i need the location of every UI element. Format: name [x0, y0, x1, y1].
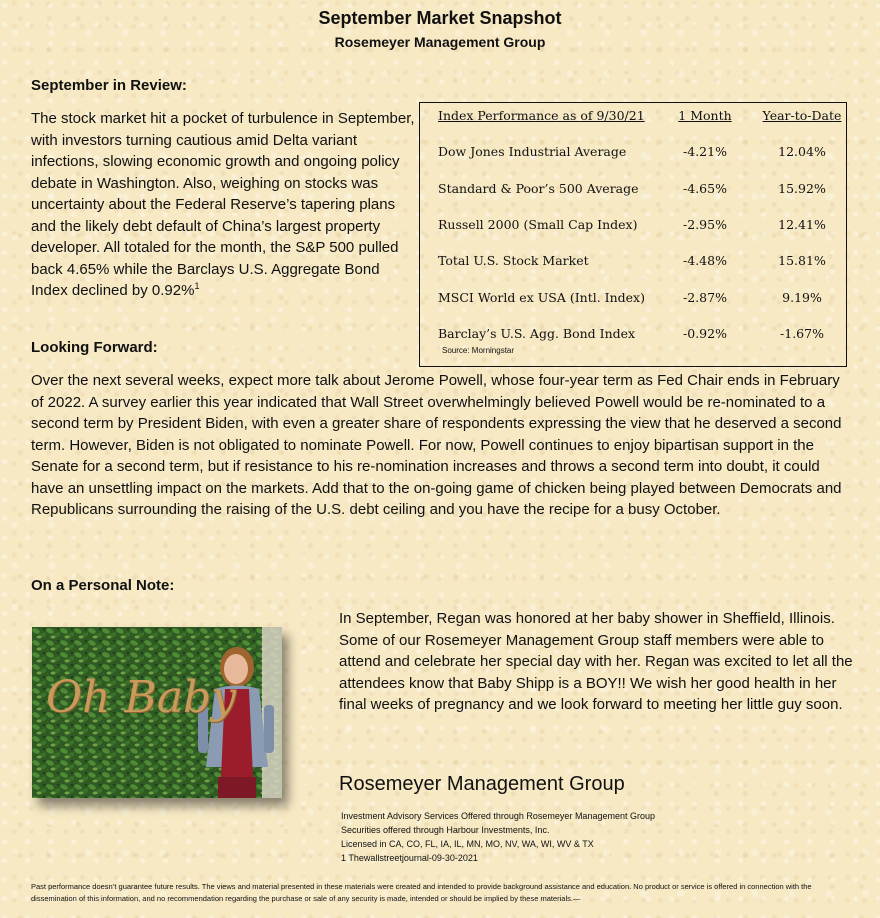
- personal-note-heading: On a Personal Note:: [31, 577, 175, 594]
- table-row: [420, 253, 846, 273]
- index-name: MSCI World ex USA (Intl. Index): [438, 290, 645, 305]
- table-row: [420, 290, 846, 310]
- index-month: -2.95%: [683, 217, 727, 232]
- index-month: -2.87%: [683, 290, 727, 305]
- looking-forward-heading: Looking Forward:: [31, 339, 158, 356]
- review-paragraph: [31, 108, 416, 302]
- index-name: Standard & Poor’s 500 Average: [438, 181, 639, 196]
- index-ytd: 15.92%: [778, 181, 826, 196]
- footnote-mark: 1: [194, 281, 200, 291]
- index-ytd: -1.67%: [780, 326, 824, 341]
- table-row: [420, 181, 846, 201]
- review-heading: September in Review:: [31, 77, 187, 94]
- page-title: September Market Snapshot: [318, 8, 562, 28]
- table-header-month: 1 Month: [678, 108, 732, 123]
- index-name: Total U.S. Stock Market: [438, 253, 589, 268]
- index-name: Russell 2000 (Small Cap Index): [438, 217, 638, 232]
- table-row: [420, 217, 846, 237]
- footer-line-licensed: Licensed in CA, CO, FL, IA, IL, MN, MO, NV, WA, WI, WV & TX: [341, 839, 594, 849]
- looking-forward-paragraph: Over the next several weeks, expect more talk about Jerome Powell, whose four-year term as Fed Chair ends in February of 2022. A survey earlier this year indicated that Wall Street overwhelmingly believed Powell would be re-nominated to a second term by President Biden, with even a greater share of respondents expressing the view that he deserved a second term. However, Biden is not obligated to nominate Powell. For now, Powell continues to enjoy bipartisan support in the Senate for a second term, but if resistance to his re-nomination increases and throws a second term into doubt, it could have an unsettling impact on the markets. Add that to the on-going game of chicken being played between Democrats and Republicans surrounding the raising of the U.S. debt ceiling and you have the recipe for a busy October.: [31, 372, 842, 518]
- index-ytd: 12.41%: [778, 217, 826, 232]
- index-ytd: 15.81%: [778, 253, 826, 268]
- index-name: Barclay’s U.S. Agg. Bond Index: [438, 326, 636, 341]
- review-text: The stock market hit a pocket of turbulence in September, with investors turning cautious amid Delta variant infections, slowing economic growth and ongoing policy debate in Washington. Also, weighing on stocks was uncertainty about the Federal Reserve’s tapering plans and the likely debt default of China’s largest property developer. All totaled for the month, the S&P 500 pulled back 4.65% while the Barclays U.S. Aggregate Bond Index declined by 0.92%: [31, 110, 415, 299]
- footer-line-footnote: 1 Thewallstreetjournal-09-30-2021: [341, 853, 478, 863]
- index-month: -0.92%: [683, 326, 727, 341]
- index-month: -4.21%: [683, 144, 727, 159]
- index-ytd: 9.19%: [782, 290, 822, 305]
- page-subtitle: Rosemeyer Management Group: [334, 34, 546, 50]
- index-name: Dow Jones Industrial Average: [438, 144, 627, 159]
- disclaimer-text: Past performance doesn’t guarantee future results. The views and material presented in these materials were created and intended to provide background assistance and education. No product or service is offered in connection with the dissemination of this information, and no recommendation regarding the purchase or sale of any security is made, intended or should be implied by these materials.—: [31, 882, 812, 903]
- table-header-ytd: Year-to-Date: [762, 108, 842, 123]
- footer-line-securities: Securities offered through Harbour Investments, Inc.: [341, 825, 550, 835]
- baby-shower-photo: [32, 627, 282, 798]
- index-performance-table: [419, 102, 847, 367]
- oh-baby-sign: Oh Baby: [46, 672, 236, 723]
- table-header-row: [420, 108, 846, 128]
- company-signature: Rosemeyer Management Group: [339, 773, 625, 795]
- table-row: [420, 144, 846, 164]
- table-source: Source: Morningstar: [442, 346, 515, 355]
- index-ytd: 12.04%: [778, 144, 826, 159]
- table-row: [420, 326, 846, 346]
- personal-note-paragraph: In September, Regan was honored at her baby shower in Sheffield, Illinois. Some of our Rosemeyer Management Group staff members were able to attend and celebrate her special day with her. Regan was excited to let all the attendees know that Baby Shipp is a BOY!! We wish her good health in her final weeks of pregnancy and we look forward to meeting her little guy soon.: [339, 610, 853, 713]
- table-header-index: Index Performance as of 9/30/21: [438, 108, 645, 123]
- index-month: -4.48%: [683, 253, 727, 268]
- footer-line-advisory: Investment Advisory Services Offered through Rosemeyer Management Group: [341, 811, 655, 821]
- index-month: -4.65%: [683, 181, 727, 196]
